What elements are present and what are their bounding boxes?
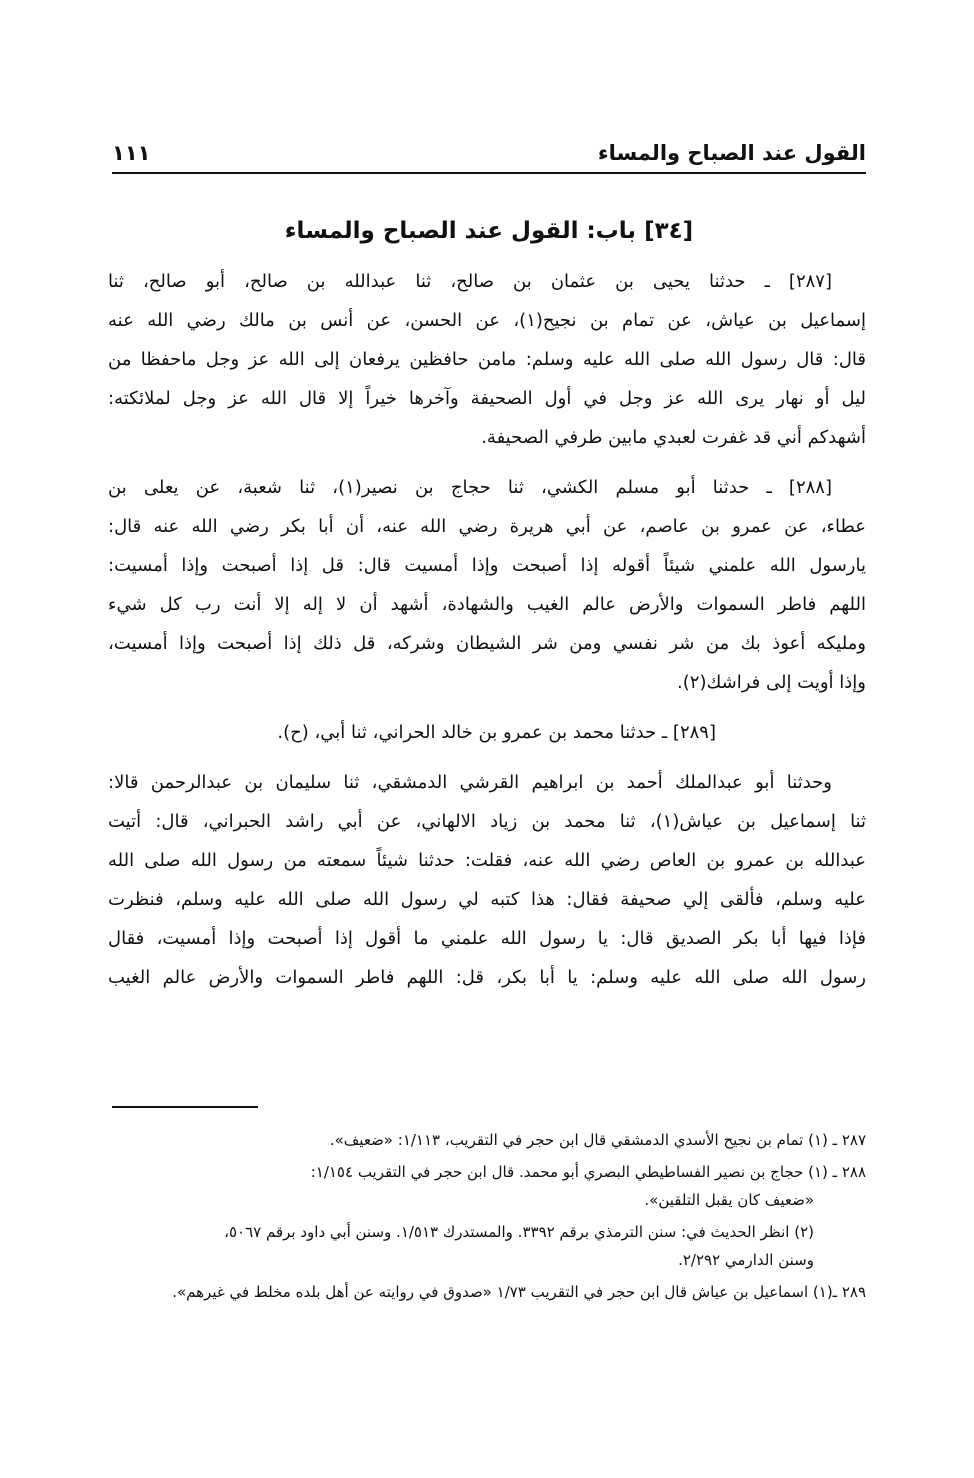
text-line: قال: قال رسول الله صلى الله عليه وسلم: مامن حافظين يرفعان إلى الله عز وجل ماحفظا من (108, 349, 866, 370)
hadith-288 (108, 468, 866, 702)
running-title: القول عند الصباح والمساء (597, 141, 866, 165)
text-line: عبدالله بن عمرو بن العاص رضي الله عنه، فقلت: حدثنا شيئاً سمعته من رسول الله صلى الله (108, 850, 866, 871)
running-header (112, 136, 866, 172)
text-line: عطاء، عن عمرو بن عاصم، عن أبي هريرة رضي الله عنه، أن أبا بكر رضي الله عنه قال: (108, 516, 866, 537)
footnote-rule (112, 1106, 258, 1108)
chapter-title: [٣٤] باب: القول عند الصباح والمساء (284, 218, 694, 244)
body-text (108, 262, 866, 997)
footnotes (108, 1126, 866, 1306)
text-line: رسول الله صلى الله عليه وسلم: يا أبا بكر، قل: اللهم فاطر السموات والأرض عالم الغيب (108, 967, 866, 988)
text-line: إسماعيل بن عياش، عن تمام بن نجيح(١)، عن الحسن، عن أنس بن مالك رضي الله عنه (108, 310, 866, 331)
footnote-289-1 (108, 1278, 866, 1306)
hadith-289-continuation (108, 763, 866, 997)
header-rule (112, 172, 866, 174)
footnote-288-1 (108, 1158, 866, 1214)
text-line: اللهم فاطر السموات والأرض عالم الغيب والشهادة، أشهد أن لا إله إلا أنت رب كل شيء (108, 594, 866, 615)
footnote-line: «ضعيف كان يقبل التلقين». (644, 1191, 814, 1209)
footnote-line: ٢٨٩ ـ(١) اسماعيل بن عياش قال ابن حجر في التقريب ١/٧٣ «صدوق في روايته عن أهل بلده مخلط في غيرهم». (172, 1283, 866, 1301)
text-line: [٢٨٩] ـ حدثنا محمد بن عمرو بن خالد الحراني، ثنا أبي، (ح). (277, 722, 716, 743)
text-line: وحدثنا أبو عبدالملك أحمد بن ابراهيم القرشي الدمشقي، ثنا سليمان بن عبدالرحمن قالا: (108, 772, 832, 793)
text-line: فإذا فيها أبا بكر الصديق قال: يا رسول الله علمني ما أقول إذا أصبحت وإذا أمسيت، فقال (108, 928, 866, 949)
footnote-line: (٢) انظر الحديث في: سنن الترمذي برقم ٣٣٩٢. والمستدرك ١/٥١٣. وسنن أبي داود برقم ٥٠٦٧، (224, 1223, 814, 1241)
footnote-287-1 (108, 1126, 866, 1154)
text-line: ومليكه أعوذ بك من شر نفسي ومن شر الشيطان وشركه، قل ذلك إذا أصبحت وإذا أمسيت، (108, 633, 866, 654)
text-line: يارسول الله علمني شيئاً أقوله إذا أصبحت وإذا أمسيت قال: قل إذا أصبحت وإذا أمسيت: (108, 555, 866, 576)
text-line: أشهدكم أني قد غفرت لعبدي مابين طرفي الصحيفة. (481, 427, 866, 448)
text-line: ثنا إسماعيل بن عياش(١)، ثنا محمد بن زياد الالهاني، عن أبي راشد الحبراني، قال: أتيت (108, 811, 866, 832)
page-number: ١١١ (112, 141, 151, 165)
hadith-289 (108, 713, 866, 752)
footnote-line: ٢٨٨ ـ (١) حجاج بن نصير الفساطيطي البصري أبو محمد. قال ابن حجر في التقريب ١/١٥٤: (310, 1163, 866, 1181)
text-line: ليل أو نهار يرى الله عز وجل في أول الصحيفة وآخرها خيراً إلا قال الله عز وجل لملائكته: (108, 388, 866, 409)
footnote-line: ٢٨٧ ـ (١) تمام بن نجيح الأسدي الدمشقي قال ابن حجر في التقريب، ١/١١٣: «ضعيف». (329, 1131, 866, 1149)
text-line: [٢٨٨] ـ حدثنا أبو مسلم الكشي، ثنا حجاج بن نصير(١)، ثنا شعبة، عن يعلى بن (108, 477, 832, 498)
footnote-288-2 (108, 1218, 866, 1274)
text-line: عليه وسلم، فألقى إلي صحيفة فقال: هذا كتبه لي رسول الله صلى الله عليه وسلم، فنظرت (108, 889, 866, 910)
hadith-287 (108, 262, 866, 457)
footnote-line: وسنن الدارمي ٢/٢٩٢. (678, 1251, 814, 1269)
text-line: [٢٨٧] ـ حدثنا يحيى بن عثمان بن صالح، ثنا عبدالله بن صالح، أبو صالح، ثنا (108, 271, 832, 292)
text-line: وإذا أويت إلى فراشك(٢). (677, 672, 866, 693)
